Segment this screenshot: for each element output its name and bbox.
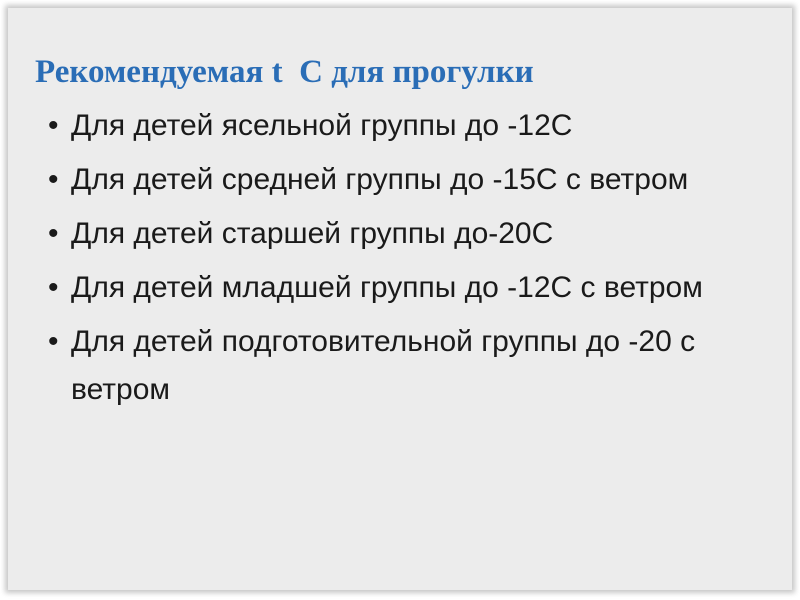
bullet-text: Для детей младшей группы до -12С с ветром: [71, 271, 703, 304]
bullet-text: Для детей средней группы до -15С с ветром: [71, 163, 689, 196]
bullet-dot-icon: •: [48, 163, 59, 196]
bullet-dot-icon: •: [48, 109, 59, 142]
bullet-text: Для детей подготовительной группы до -20 с ветром: [71, 325, 696, 406]
bullet-text: Для детей старшей группы до-20С: [71, 217, 554, 250]
bullet-item: [48, 264, 793, 312]
slide-panel: [8, 8, 792, 590]
bullet-list: [48, 102, 793, 420]
bullet-dot-icon: •: [48, 217, 59, 250]
bullet-item: [48, 156, 793, 204]
slide-title: Рекомендуемая t С для прогулки: [35, 54, 534, 90]
bullet-text: Для детей ясельной группы до -12С: [71, 109, 573, 142]
bullet-dot-icon: •: [48, 271, 59, 304]
bullet-item: [48, 318, 793, 414]
bullet-dot-icon: •: [48, 325, 59, 358]
bullet-item: [48, 210, 793, 258]
bullet-item: [48, 102, 793, 150]
